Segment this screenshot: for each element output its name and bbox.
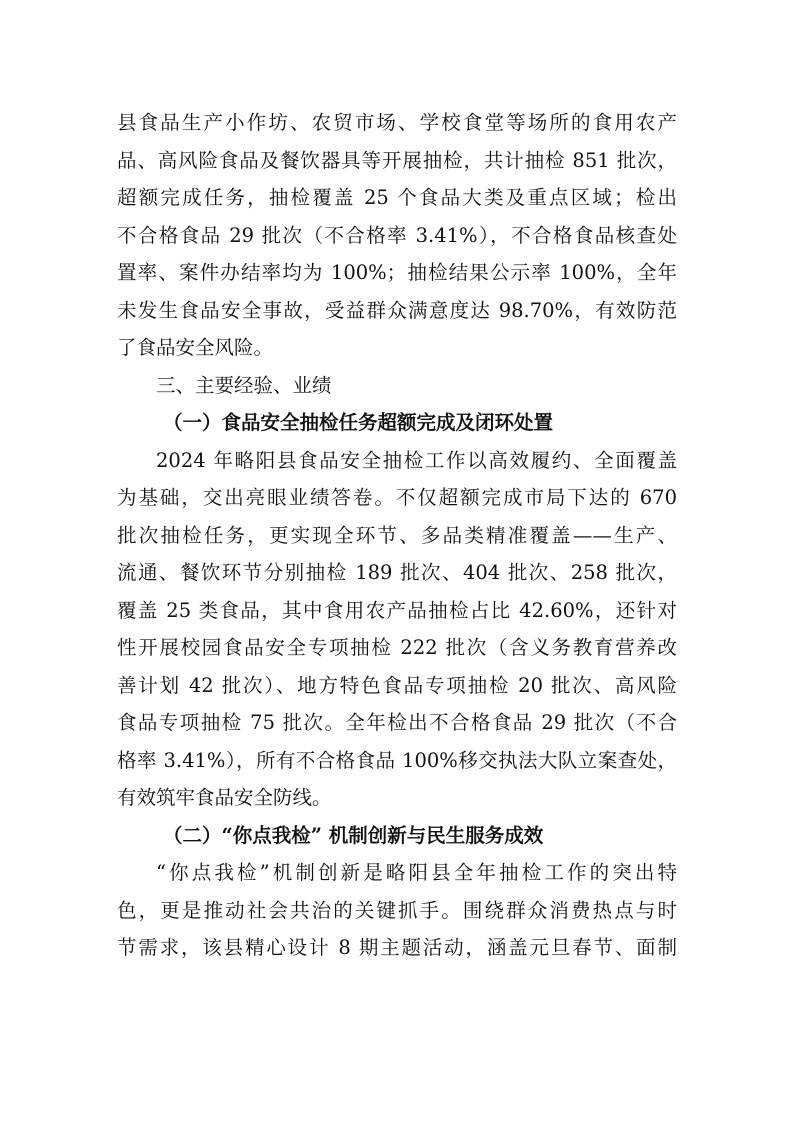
text-line: 食品专项抽检 75 批次。全年检出不合格食品 29 批次（不合 [117,711,677,734]
text-line: 有效筑牢食品安全防线。 [117,786,332,809]
paragraph-2 [117,442,677,817]
text-line: 超额完成任务，抽检覆盖 25 个食品大类及重点区域；检出 [117,186,677,209]
text-line: 不合格食品 29 批次（不合格率 3.41%），不合格食品核查处 [117,223,677,247]
text-line: 性开展校园食品安全专项抽检 222 批次（含义务教育营养改 [117,636,677,659]
text-line: 覆盖 25 类食品，其中食用农产品抽检占比 42.60%，还针对 [117,598,677,622]
text-line: 2024 年略阳县食品安全抽检工作以高效履约、全面覆盖 [156,448,677,472]
paragraph-1 [117,104,677,367]
text-line: 善计划 42 批次）、地方特色食品专项抽检 20 批次、高风险 [117,673,677,697]
text-line: 县食品生产小作坊、农贸市场、学校食堂等场所的食用农产 [117,111,677,134]
text-line: 节需求，该县精心设计 8 期主题活动，涵盖元旦春节、面制 [117,936,677,959]
text-line: 品、高风险食品及餐饮器具等开展抽检，共计抽检 851 批次， [117,148,677,172]
subheading-1: （一）食品安全抽检任务超额完成及闭环处置 [163,411,554,434]
paragraph-3 [117,854,677,967]
text-line: 为基础，交出亮眼业绩答卷。不仅超额完成市局下达的 670 [117,486,677,509]
text-line: 置率、案件办结率均为 100%；抽检结果公示率 100%，全年 [117,261,677,284]
text-line: 批次抽检任务，更实现全环节、多品类精准覆盖——生产、 [117,523,677,547]
text-line: 色，更是推动社会共治的关键抓手。围绕群众消费热点与时 [117,898,677,922]
text-line: 流通、餐饮环节分别抽检 189 批次、404 批次、258 批次， [117,561,677,584]
text-line: 了食品安全风险。 [117,336,274,359]
subheading-2: （二）“你点我检” 机制创新与民生服务成效 [163,823,544,847]
document-page [117,104,677,967]
text-line: 未发生食品安全事故，受益群众满意度达 98.70%，有效防范 [117,298,677,322]
text-line: “你点我检”机制创新是略阳县全年抽检工作的突出特 [156,861,677,884]
section-heading: 三、主要经验、业绩 [156,373,332,397]
text-line: 格率 3.41%），所有不合格食品 100%移交执法大队立案查处， [117,748,677,772]
